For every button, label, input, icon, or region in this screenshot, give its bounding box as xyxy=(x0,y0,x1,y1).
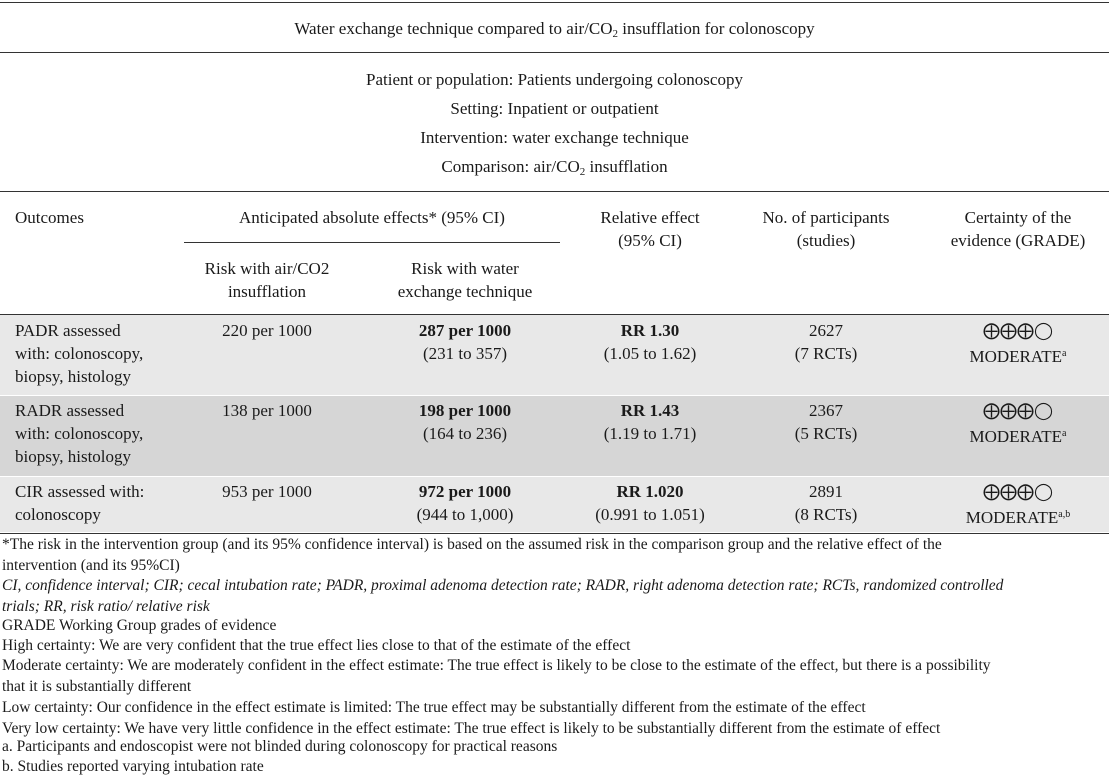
row-participants: 2891 (8 RCTs) xyxy=(794,482,858,524)
row-certainty: ⨁⨁⨁◯ MODERATE$^a$ xyxy=(928,319,1108,368)
grade-symbols-icon: ⨁⨁⨁◯ xyxy=(982,482,1054,501)
grade-symbols-icon: ⨁⨁⨁◯ xyxy=(982,401,1054,420)
risk-footnote: *The risk in the intervention group (and its 95% confidence interval) is based on the assumed risk in the comparison group and the relative effect of the intervention (and its 95%CI) xyxy=(2,536,942,574)
header-anticipated: Anticipated absolute effects* (95% CI) xyxy=(239,208,505,227)
grade-title: GRADE Working Group grades of evidence xyxy=(2,617,277,634)
row-risk-water: 287 per 1000 (231 to 357) xyxy=(418,321,512,363)
setting-line: Setting: Inpatient or outpatient xyxy=(450,99,659,118)
very-low-certainty-note: Very low certainty: We have very little confidence in the effect estimate: The true effect is likely to be substantially different from the estimate of effect xyxy=(2,720,941,737)
row-outcome: RADR assessed with: colonoscopy, biopsy, histology xyxy=(15,401,144,466)
intervention-line: Intervention: water exchange technique xyxy=(420,128,689,147)
header-certainty: Certainty of the evidence (GRADE) xyxy=(950,208,1086,250)
row-certainty: ⨁⨁⨁◯ MODERATE$^a$ xyxy=(928,399,1108,448)
header-risk-air: Risk with air/CO2 insufflation xyxy=(204,259,330,301)
row-risk-air: 220 per 1000 xyxy=(222,321,312,340)
header-relative: Relative effect (95% CI) xyxy=(600,208,700,250)
table-title: Water exchange technique compared to air/$CO_2$ insufflation for colonoscopy xyxy=(294,19,815,40)
row-risk-air: 138 per 1000 xyxy=(222,401,312,420)
grade-symbols-icon: ⨁⨁⨁◯ xyxy=(982,321,1054,340)
high-certainty-note: High certainty: We are very confident that the true effect lies close to that of the estimate of the effect xyxy=(2,637,631,654)
row-certainty: ⨁⨁⨁◯ MODERATE$^{a,b}$ xyxy=(928,480,1108,529)
title-rule xyxy=(0,52,1109,53)
row-risk-air: 953 per 1000 xyxy=(222,482,312,501)
row-relative: RR 1.43 (1.19 to 1.71) xyxy=(603,401,697,443)
population-line: Patient or population: Patients undergoing colonoscopy xyxy=(366,70,743,89)
row-outcome: CIR assessed with: colonoscopy xyxy=(15,482,145,524)
abbreviations-footnote: CI, confidence interval; CIR; cecal intubation rate; PADR, proximal adenoma detection rate; RADR, right adenoma detection rate; RCTs, randomized controlled trials; RR, risk ratio/ relative risk xyxy=(2,577,1004,615)
header-participants: No. of participants (studies) xyxy=(762,208,890,250)
row-risk-water: 972 per 1000 (944 to 1,000) xyxy=(416,482,514,524)
comparison-line: Comparison: air/$CO_2$ insufflation xyxy=(441,157,668,178)
row-risk-water: 198 per 1000 (164 to 236) xyxy=(418,401,512,443)
table-bottom-rule xyxy=(0,533,1109,534)
row-participants: 2367 (5 RCTs) xyxy=(794,401,858,443)
header-risk-water: Risk with water exchange technique xyxy=(397,259,533,301)
row-outcome: PADR assessed with: colonoscopy, biopsy, histology xyxy=(15,321,144,386)
moderate-certainty-note: Moderate certainty: We are moderately confident in the effect estimate: The true effect is likely to be close to the estimate of the effect, but there is a possibility that it is substantially different xyxy=(2,657,991,695)
anticipated-underline xyxy=(184,242,560,243)
row-relative: RR 1.020 (0.991 to 1.051) xyxy=(595,482,705,524)
footnote-a: a. Participants and endoscopist were not blinded during colonoscopy for practical reasons xyxy=(2,738,558,755)
table-top-rule xyxy=(0,2,1109,3)
low-certainty-note: Low certainty: Our confidence in the effect estimate is limited: The true effect may be substantially different from the estimate of the effect xyxy=(2,699,866,716)
pico-rule xyxy=(0,191,1109,192)
footnote-b: b. Studies reported varying intubation rate xyxy=(2,758,264,775)
row-participants: 2627 (7 RCTs) xyxy=(794,321,858,363)
header-outcomes: Outcomes xyxy=(15,208,84,227)
row-relative: RR 1.30 (1.05 to 1.62) xyxy=(603,321,697,363)
